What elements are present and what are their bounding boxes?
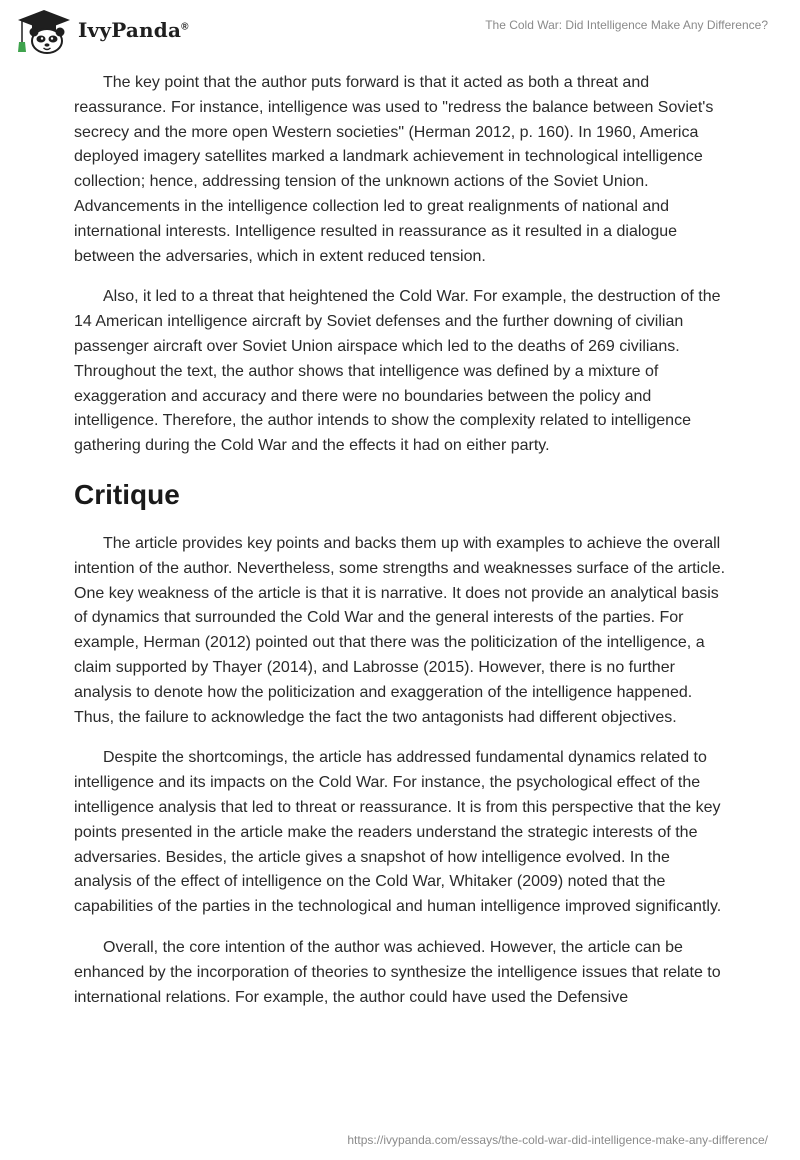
section-heading-critique: Critique [74, 478, 180, 510]
source-url[interactable]: https://ivypanda.com/essays/the-cold-war-did-intelligence-make-any-difference/ [347, 1133, 768, 1147]
logo[interactable] [14, 8, 189, 56]
paragraph: The article provides key points and backs them up with examples to achieve the overall intention of the author. Nevertheless, some strengths and weaknesses surface of the article. One key weakness of the article is that it is narrative. It does not provide an analytical basis of dynamics that surrounded the Cold War and the general interests of the parties. For example, Herman (2012) pointed out that there was the politicization of the intelligence, a claim supported by Thayer (2014), and Labrosse (2015). However, there is no further analysis to denote how the politicization and exaggeration of the intelligence happened. Thus, the failure to acknowledge the fact the two antagonists had different objectives. [74, 534, 726, 726]
document-title: The Cold War: Did Intelligence Make Any Difference? [485, 18, 768, 32]
paragraph: Overall, the core intention of the author was achieved. However, the article can be enhanced by the incorporation of theories to synthesize the intelligence issues that relate to international relations. For example, the author could have used the Defensive [74, 938, 721, 1006]
page-header [0, 0, 800, 64]
panda-graduate-icon [14, 8, 74, 56]
essay-content [74, 71, 726, 1026]
paragraph: Also, it led to a threat that heightened the Cold War. For example, the destruction of the 14 American intelligence aircraft by Soviet defenses and the further downing of civilian passenger aircraft over Soviet Union airspace which led to the deaths of 269 civilians. Throughout the text, the author shows that intelligence was defined by a mixture of exaggeration and accuracy and there were no boundaries between the policy and intelligence. Therefore, the author intends to show the complexity related to intelligence gathering during the Cold War and the effects it had on either party. [74, 288, 721, 455]
paragraph: Despite the shortcomings, the article has addressed fundamental dynamics related to intelligence and its impacts on the Cold War. For instance, the psychological effect of the intelligence analysis that led to threat or reassurance. It is from this perspective that the key points presented in the article make the readers understand the strategic interests of the adversaries. Besides, the article gives a snapshot of how intelligence evolved. In the analysis of the effect of intelligence on the Cold War, Whitaker (2009) noted that the capabilities of the parties in the technological and human intelligence improved significantly. [74, 749, 722, 916]
paragraph: The key point that the author puts forward is that it acted as both a threat and reassurance. For instance, intelligence was used to "redress the balance between Soviet's secrecy and the more open Western societies" (Herman 2012, p. 160). In 1960, America deployed imagery satellites marked a landmark achievement in technological intelligence collection; hence, addressing tension of the unknown actions of the Soviet Union. Advancements in the intelligence collection led to great realignments of national and international interests. Intelligence resulted in reassurance as it resulted in a dialogue between the adversaries, which in extent reduced tension. [74, 74, 714, 265]
logo-text: IvyPanda® [78, 18, 189, 42]
